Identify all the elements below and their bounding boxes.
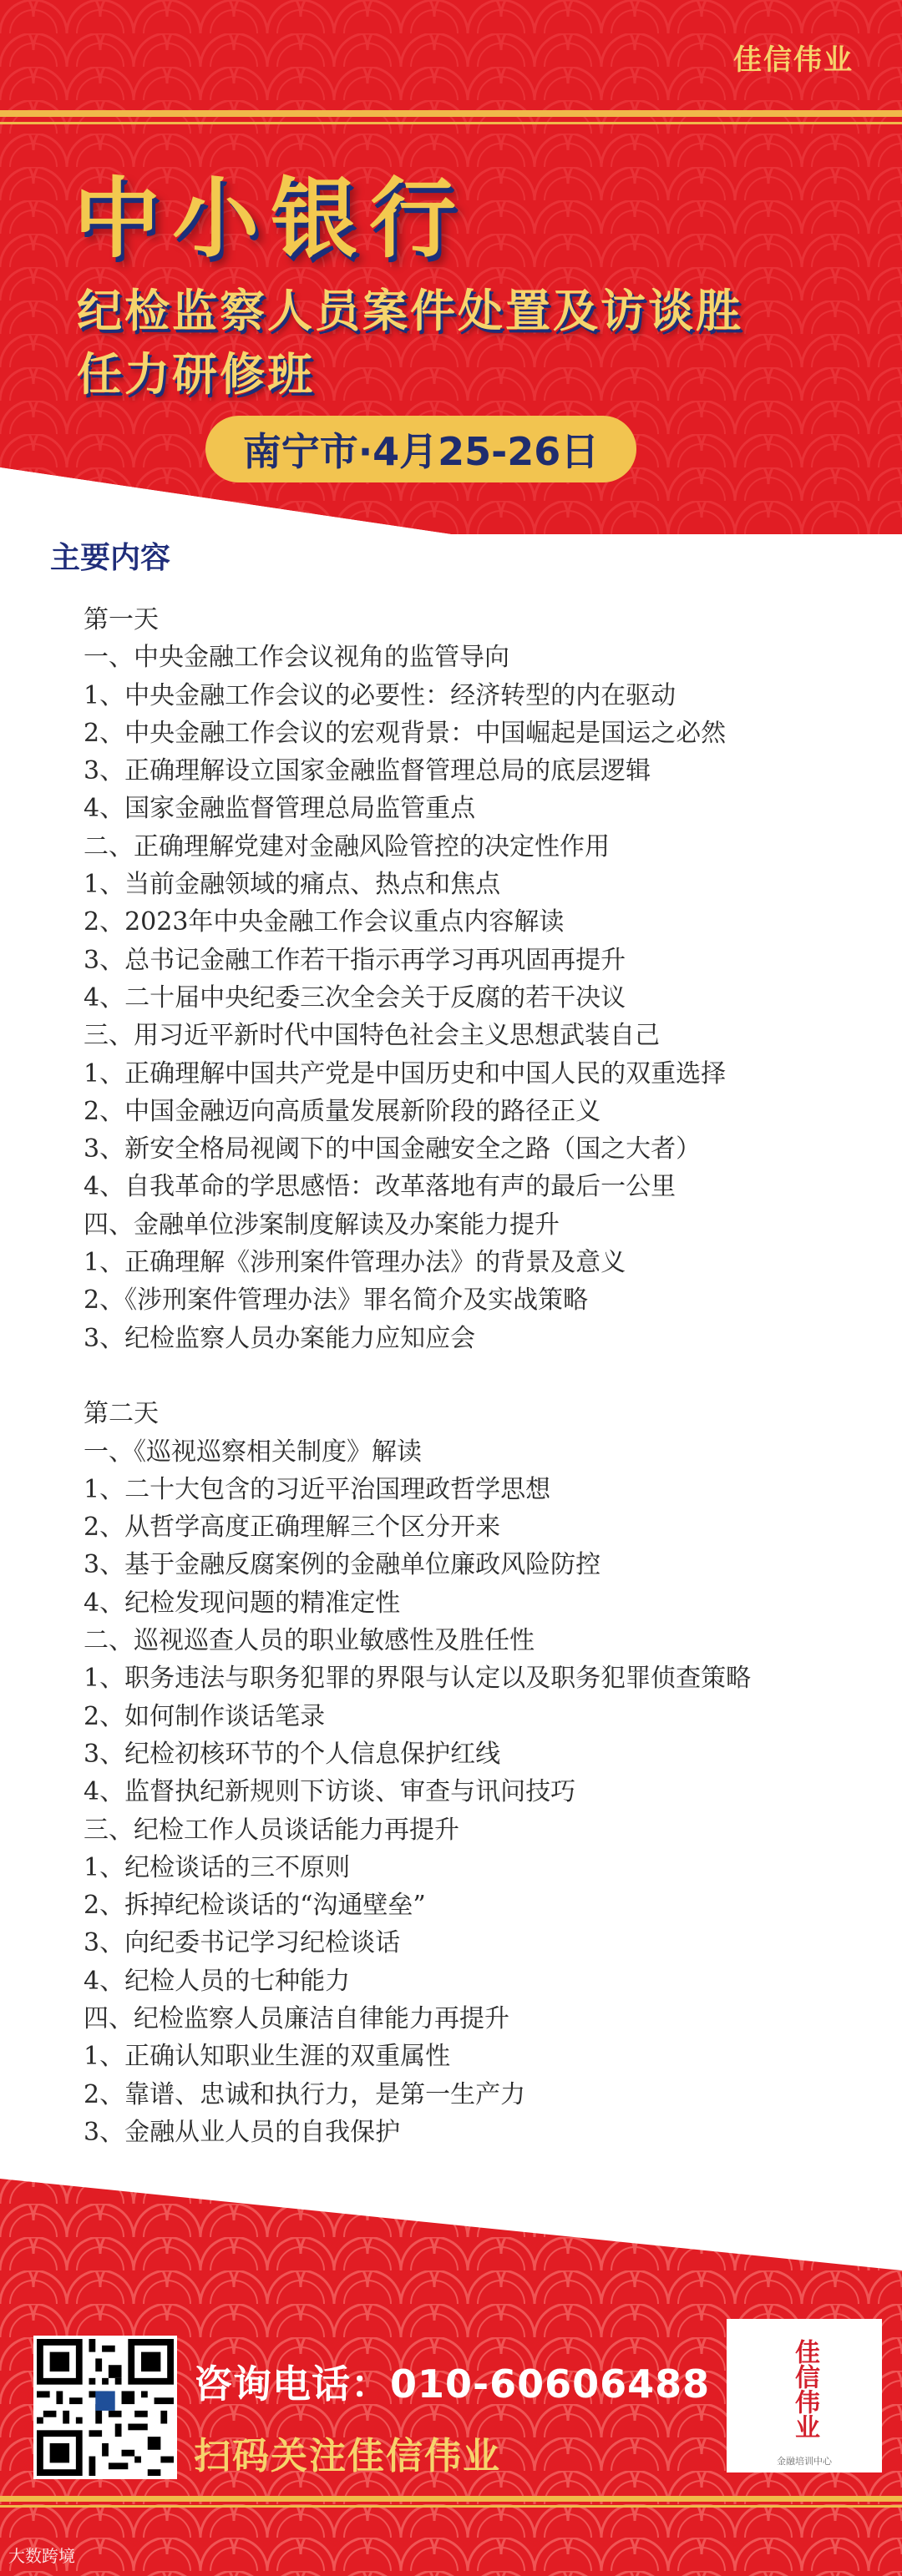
list-item: 2、拆掉纪检谈话的“沟通壁垒”	[84, 1891, 426, 1921]
list-item: 4、纪检发现问题的精准定性	[84, 1588, 401, 1618]
list-item: 2、《涉刑案件管理办法》罪名简介及实战策略	[84, 1285, 589, 1316]
list-item: 三、纪检工作人员谈话能力再提升	[84, 1815, 459, 1845]
list-item: 4、纪检人员的七种能力	[84, 1966, 351, 1996]
list-item: 3、金融从业人员的自我保护	[84, 2117, 401, 2147]
consult-phone: 咨询电话：010-60606488	[194, 2361, 711, 2407]
qr-code[interactable]	[33, 2336, 177, 2479]
brand-name: 佳信伟业	[733, 43, 854, 77]
list-item: 1、正确理解《涉刑案件管理办法》的背景及意义	[84, 1248, 626, 1278]
list-item: 3、纪检初核环节的个人信息保护红线	[84, 1739, 501, 1769]
list-item: 3、正确理解设立国家金融监督管理总局的底层逻辑	[84, 756, 651, 786]
list-item: 2、如何制作谈话笔录	[84, 1701, 326, 1731]
list-item: 一、《巡视巡察相关制度》解读	[84, 1437, 422, 1467]
list-item: 1、纪检谈话的三不原则	[84, 1852, 351, 1882]
list-item: 二、巡视巡查人员的职业敏感性及胜任性	[84, 1626, 535, 1656]
list-item: 3、基于金融反腐案例的金融单位廉政风险防控	[84, 1550, 601, 1580]
list-item: 2、中国金融迈向高质量发展新阶段的路径正义	[84, 1096, 601, 1126]
logo-text: 佳信伟业	[790, 2339, 819, 2439]
list-item: 2、2023年中央金融工作会议重点内容解读	[84, 907, 565, 937]
subtitle-line-2: 任力研修班	[77, 348, 315, 401]
location-date-text: 南宁市·4月25-26日	[242, 429, 600, 474]
follow-prompt: 扫码关注佳信伟业	[194, 2435, 501, 2478]
content-list	[84, 601, 852, 2151]
list-item: 1、正确认知职业生涯的双重属性	[84, 2042, 451, 2072]
list-item: 4、监督执纪新规则下访谈、审查与讯问技巧	[84, 1777, 576, 1807]
list-item: 一、中央金融工作会议视角的监管导向	[84, 643, 509, 673]
list-item: 四、纪检监察人员廉洁自律能力再提升	[84, 2003, 509, 2033]
list-item: 1、二十大包含的习近平治国理政哲学思想	[84, 1474, 551, 1504]
list-item: 3、向纪委书记学习纪检谈话	[84, 1928, 401, 1958]
list-item: 2、靠谱、忠诚和执行力，是第一生产力	[84, 2079, 526, 2109]
list-item: 二、正确理解党建对金融风险管控的决定性作用	[84, 831, 610, 861]
brand-logo	[727, 2319, 882, 2472]
gold-divider-thin	[0, 122, 902, 124]
logo-seal	[740, 2331, 869, 2447]
list-item: 4、二十届中央纪委三次全会关于反腐的若干决议	[84, 982, 626, 1013]
list-item: 1、职务违法与职务犯罪的界限与认定以及职务犯罪侦查策略	[84, 1664, 752, 1694]
spacer	[84, 1357, 852, 1395]
list-item: 3、新安全格局视阈下的中国金融安全之路（国之大者）	[84, 1134, 702, 1164]
list-item: 2、中央金融工作会议的宏观背景：中国崛起是国运之必然	[84, 718, 727, 748]
day-label: 第二天	[84, 1399, 159, 1429]
list-item: 2、从哲学高度正确理解三个区分开来	[84, 1513, 501, 1543]
watermark: 大数跨境	[8, 2546, 75, 2566]
subtitle-line-1: 纪检监察人员案件处置及访谈胜	[77, 285, 743, 337]
section-heading: 主要内容	[50, 541, 171, 575]
list-item: 四、金融单位涉案制度解读及办案能力提升	[84, 1210, 560, 1240]
list-item: 1、当前金融领域的痛点、热点和焦点	[84, 870, 501, 900]
list-item: 4、自我革命的学思感悟：改革落地有声的最后一公里	[84, 1172, 676, 1202]
location-date-badge	[205, 416, 636, 482]
list-item: 1、正确理解中国共产党是中国历史和中国人民的双重选择	[84, 1058, 727, 1088]
list-item: 4、国家金融监督管理总局监管重点	[84, 794, 476, 824]
gold-divider-top	[0, 110, 902, 117]
qr-code-icon	[37, 2339, 174, 2476]
day-label: 第一天	[84, 605, 159, 634]
list-item: 三、用习近平新时代中国特色社会主义思想武装自己	[84, 1021, 660, 1051]
list-item: 1、中央金融工作会议的必要性：经济转型的内在驱动	[84, 680, 676, 710]
list-item: 3、纪检监察人员办案能力应知应会	[84, 1323, 476, 1353]
logo-tagline: 金融培训中心	[777, 2456, 832, 2467]
main-title: 中小银行	[73, 168, 469, 270]
list-item: 3、总书记金融工作若干指示再学习再巩固再提升	[84, 945, 626, 975]
